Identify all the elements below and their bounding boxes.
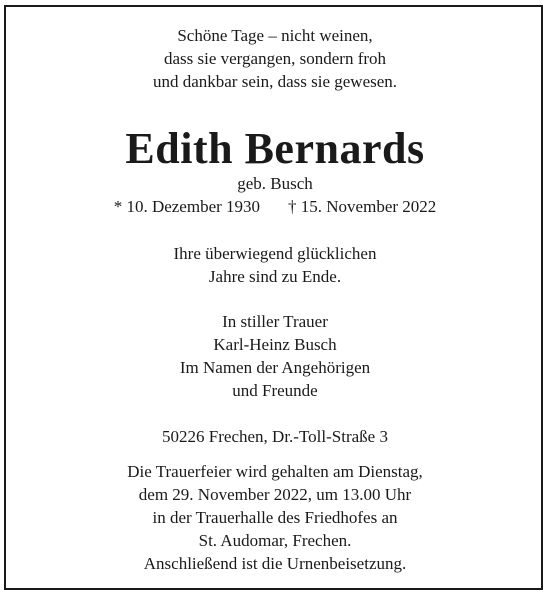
mourners-line: und Freunde <box>232 381 318 400</box>
address-text: 50226 Frechen, Dr.-Toll-Straße 3 <box>162 427 388 446</box>
address <box>0 425 550 448</box>
mourners-line: In stiller Trauer <box>222 312 328 331</box>
message-line: Jahre sind zu Ende. <box>208 267 342 286</box>
motto-verse <box>0 24 550 93</box>
motto-line: Schöne Tage – nicht weinen, <box>177 26 373 45</box>
mourners-line: Im Namen der Angehörigen <box>179 358 371 377</box>
ceremony-details <box>0 460 550 575</box>
birth-date: * 10. Dezember 1930 <box>113 197 261 216</box>
motto-line: dass sie vergangen, sondern froh <box>163 49 387 68</box>
deceased-name-text: Edith Bernards <box>125 124 425 173</box>
ceremony-line: in der Trauerhalle des Friedhofes an <box>152 508 398 527</box>
mourners-line: Karl-Heinz Busch <box>213 335 337 354</box>
maiden-name <box>0 172 550 195</box>
mourners-block <box>0 310 550 402</box>
death-date: † 15. November 2022 <box>288 197 437 216</box>
ceremony-line: dem 29. November 2022, um 13.00 Uhr <box>138 485 412 504</box>
ceremony-line: St. Audomar, Frechen. <box>198 531 352 550</box>
message-line: Ihre überwiegend glücklichen <box>173 244 377 263</box>
life-dates <box>0 195 550 218</box>
ceremony-line: Anschließend ist die Urnenbeisetzung. <box>143 554 407 573</box>
ceremony-line: Die Trauerfeier wird gehalten am Dienstag, <box>127 462 423 481</box>
maiden-name-text: geb. Busch <box>237 174 313 193</box>
farewell-message <box>0 242 550 288</box>
motto-line: und dankbar sein, dass sie gewesen. <box>152 72 398 91</box>
deceased-name <box>0 124 550 174</box>
